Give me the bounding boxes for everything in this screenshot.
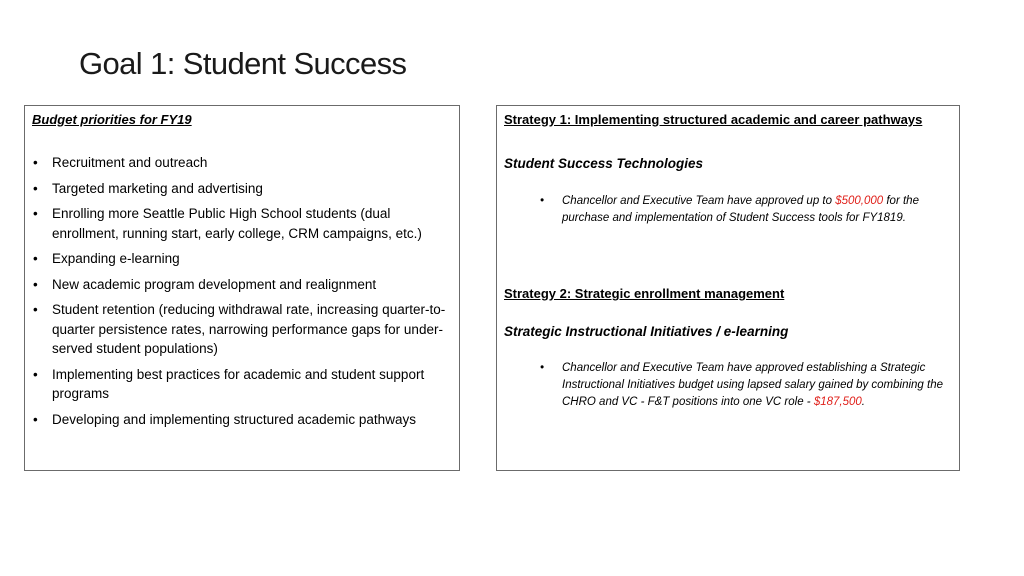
strategy2-heading: Strategy 2: Strategic enrollment management (504, 286, 785, 301)
strategy1-item-text: Chancellor and Executive Team have approved up to (562, 195, 836, 207)
list-item-text: Implementing best practices for academic and student support programs (52, 366, 425, 401)
list-item (31, 300, 455, 359)
strategy1-heading: Strategy 1: Implementing structured academic and career pathways (504, 112, 923, 127)
list-item-text: New academic program development and realignment (52, 276, 377, 292)
list-item (31, 365, 455, 404)
bullet-icon: • (33, 206, 38, 221)
strategies-panel (496, 105, 960, 471)
strategy2-subheading: Strategic Instructional Initiatives / e-learning (504, 324, 789, 339)
list-item (31, 249, 455, 269)
bullet-icon: • (33, 155, 38, 170)
strategy2-item-text-end: . (861, 396, 865, 408)
list-item-text: Student retention (reducing withdrawal rate, increasing quarter-to-quarter persistence rates, narrowing performance gaps for under-served student populations) (52, 302, 446, 356)
bullet-icon: • (540, 362, 545, 374)
list-item-text: Recruitment and outreach (52, 155, 208, 170)
strategy2-item-text: Chancellor and Executive Team have approved establishing a Strategic Instructional Initiatives budget using lapsed salary gained by combining the CHRO and VC - F&T positions into one VC role - (562, 362, 944, 408)
strategy1-item (540, 193, 950, 227)
bullet-icon: • (33, 302, 38, 317)
strategy2-amount: $187,500 (813, 396, 862, 408)
bullet-icon: • (540, 195, 545, 207)
budget-priorities-panel (24, 105, 460, 471)
budget-priorities-heading: Budget priorities for FY19 (32, 112, 192, 127)
slide-title: Goal 1: Student Success (79, 46, 407, 81)
bullet-icon: • (33, 180, 38, 196)
list-item-text: Enrolling more Seattle Public High School students (dual enrollment, running start, early college, CRM campaigns, etc.) (52, 206, 422, 241)
list-item-text: Developing and implementing structured academic pathways (52, 411, 416, 427)
strategy1-item-text-end: for the purchase and implementation of Student Success tools for FY1819. (562, 195, 919, 224)
list-item (31, 153, 455, 173)
bullet-icon: • (33, 251, 38, 266)
list-item (31, 179, 455, 199)
list-item-text: Expanding e-learning (52, 251, 180, 266)
bullet-icon: • (33, 411, 38, 427)
list-item (31, 410, 455, 430)
list-item (31, 275, 455, 295)
strategy1-amount: $500,000 (835, 195, 884, 207)
strategy1-subheading: Student Success Technologies (504, 156, 704, 171)
strategy2-item (540, 360, 950, 411)
bullet-icon: • (33, 366, 38, 382)
budget-priorities-list (31, 153, 455, 435)
bullet-icon: • (33, 276, 38, 292)
list-item-text: Targeted marketing and advertising (52, 180, 263, 196)
list-item (31, 204, 455, 243)
